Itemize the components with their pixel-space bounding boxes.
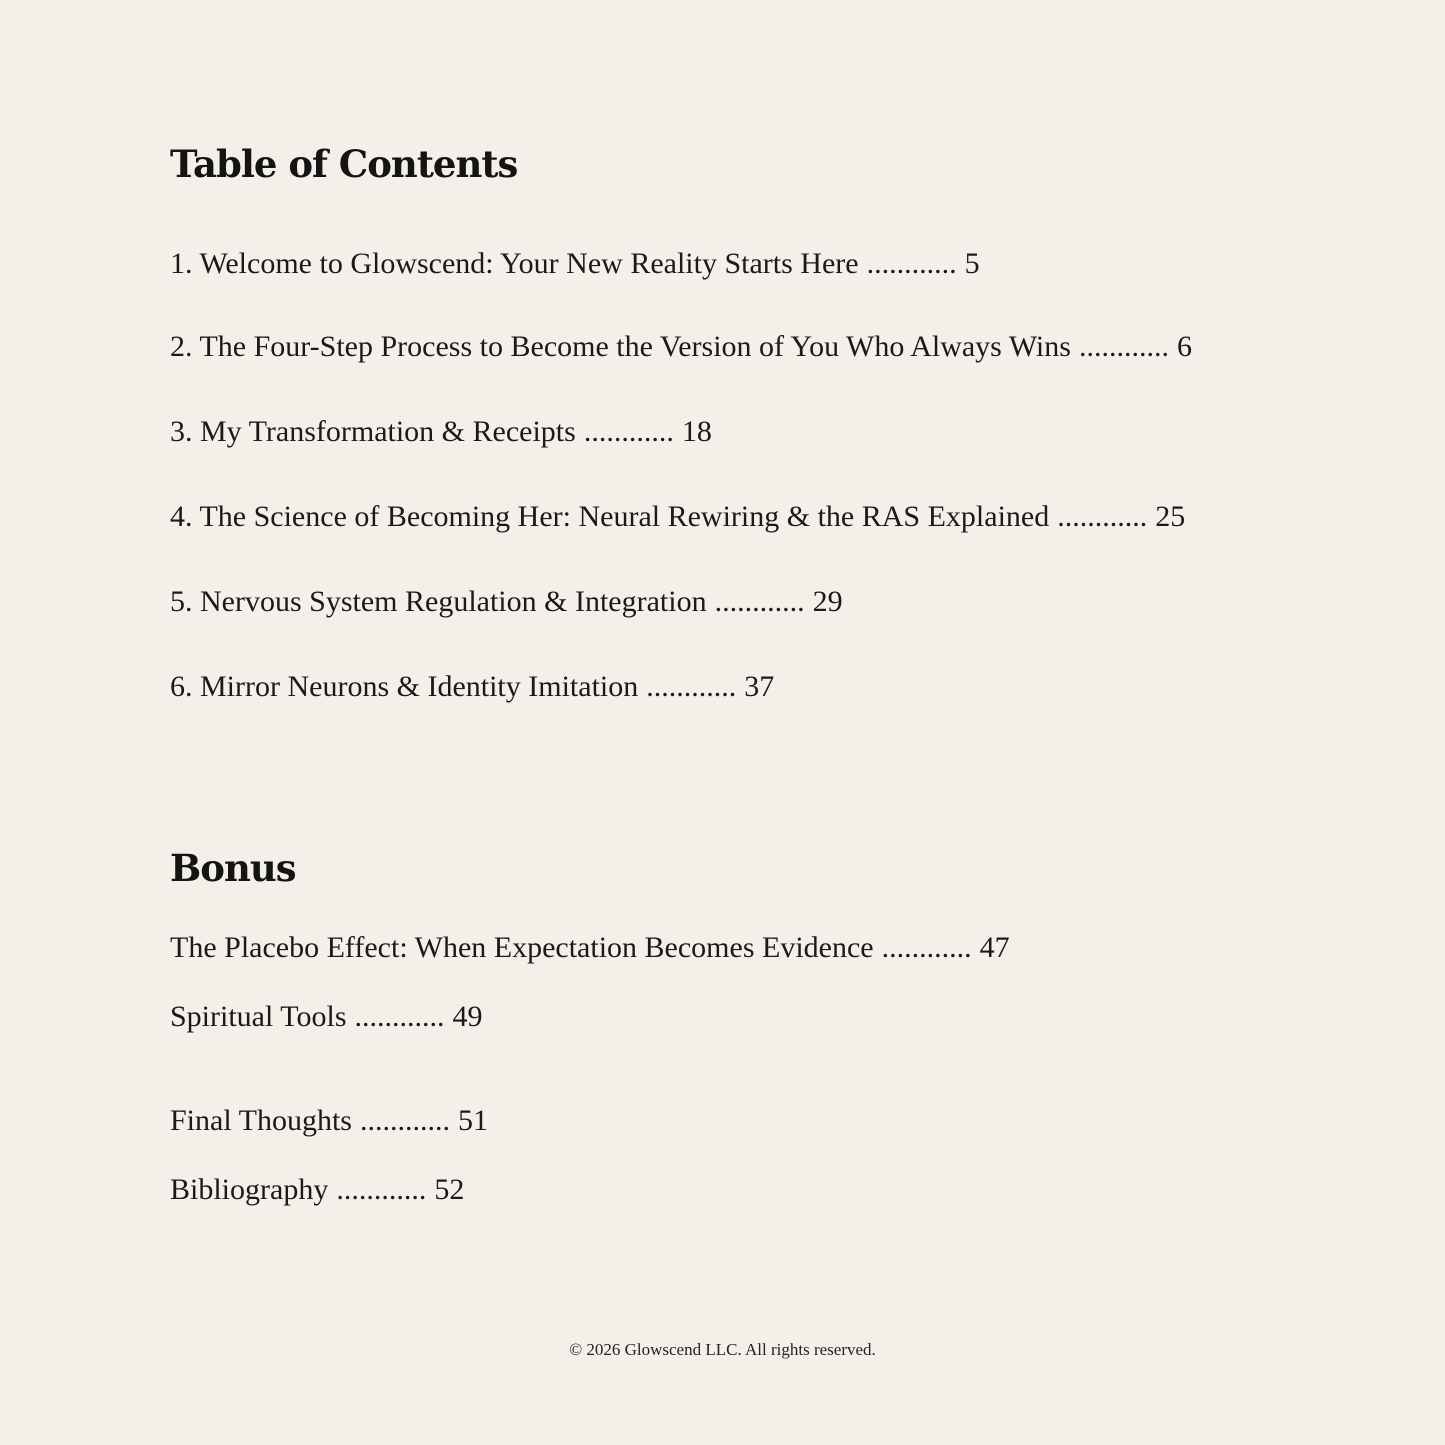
bonus-title: Bonus	[170, 846, 296, 890]
toc-page-number: 5	[964, 247, 980, 280]
toc-leader-dots: ............	[714, 585, 805, 618]
toc-page-number: 51	[457, 1104, 488, 1137]
toc-entry-label: 4. The Science of Becoming Her: Neural Rewiring & the RAS Explained	[170, 500, 1050, 533]
toc-entry-label: 1. Welcome to Glowscend: Your New Reality Starts Here	[170, 247, 859, 280]
toc-leader-dots: ............	[359, 1104, 450, 1137]
toc-entry-4[interactable]	[170, 499, 1185, 535]
toc-leader-dots: ............	[881, 931, 972, 964]
toc-entry-1[interactable]	[170, 246, 980, 282]
toc-leader-dots: ............	[646, 670, 737, 703]
toc-title: Table of Contents	[170, 142, 518, 186]
toc-page-number: 52	[434, 1173, 465, 1206]
toc-leader-dots: ............	[583, 415, 674, 448]
toc-entry-2[interactable]	[170, 329, 1192, 365]
toc-entry-label: 5. Nervous System Regulation & Integration	[170, 585, 707, 618]
toc-entry-label: 2. The Four-Step Process to Become the Version of You Who Always Wins	[170, 330, 1071, 363]
toc-entry-label: Bibliography	[170, 1173, 329, 1206]
toc-entry-5[interactable]	[170, 584, 843, 620]
closing-entry-bibliography[interactable]	[170, 1172, 464, 1208]
toc-page-number: 18	[681, 415, 712, 448]
toc-page-number: 6	[1176, 330, 1192, 363]
toc-page-number: 29	[812, 585, 843, 618]
toc-entry-label: The Placebo Effect: When Expectation Becomes Evidence	[170, 931, 874, 964]
toc-leader-dots: ............	[354, 1000, 445, 1033]
toc-page-number: 49	[452, 1000, 483, 1033]
toc-entry-label: 6. Mirror Neurons & Identity Imitation	[170, 670, 639, 703]
bonus-entry-spiritual-tools[interactable]	[170, 999, 483, 1035]
copyright-footer: © 2026 Glowscend LLC. All rights reserved.	[569, 1340, 876, 1359]
toc-entry-label: Final Thoughts	[170, 1104, 352, 1137]
closing-entry-final-thoughts[interactable]	[170, 1103, 488, 1139]
toc-entry-label: 3. My Transformation & Receipts	[170, 415, 576, 448]
toc-entry-3[interactable]	[170, 414, 712, 450]
toc-entry-label: Spiritual Tools	[170, 1000, 347, 1033]
toc-page-number: 37	[744, 670, 775, 703]
toc-page-number: 25	[1155, 500, 1186, 533]
toc-leader-dots: ............	[1078, 330, 1169, 363]
toc-leader-dots: ............	[866, 247, 957, 280]
toc-page-number: 47	[979, 931, 1010, 964]
toc-leader-dots: ............	[336, 1173, 427, 1206]
bonus-entry-placebo[interactable]	[170, 930, 1010, 966]
toc-entry-6[interactable]	[170, 669, 774, 705]
toc-leader-dots: ............	[1057, 500, 1148, 533]
